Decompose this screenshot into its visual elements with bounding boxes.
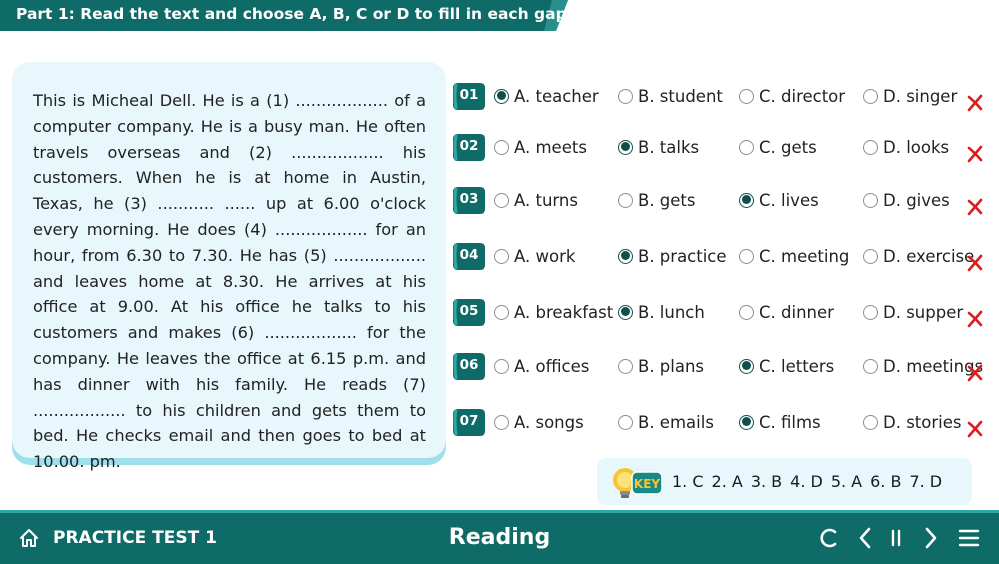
radio-button[interactable] [494,359,509,374]
x-mark-icon [966,198,984,216]
reload-icon[interactable] [816,525,840,551]
radio-button[interactable] [863,193,878,208]
answer-option[interactable] [618,137,699,157]
option-label: C. films [759,412,821,432]
x-mark-icon [966,94,984,112]
radio-button[interactable] [739,193,754,208]
pause-icon[interactable] [884,525,908,551]
option-label: C. director [759,86,846,106]
radio-button[interactable] [494,140,509,155]
answer-option[interactable] [739,412,821,432]
option-label: C. letters [759,356,835,376]
reading-passage [12,62,446,472]
radio-button[interactable] [739,249,754,264]
question-number-badge [452,133,486,162]
question-row [452,133,992,167]
answer-option[interactable] [618,190,696,210]
answer-option[interactable] [494,412,584,432]
answer-option[interactable] [739,137,817,157]
question-number: 03 [459,191,479,207]
question-row [452,186,992,220]
radio-button[interactable] [863,249,878,264]
option-label: A. meets [514,137,587,157]
answer-option[interactable] [739,302,834,322]
option-label: A. teacher [514,86,599,106]
answer-key-item: 7. D [909,472,943,491]
answer-option[interactable] [739,246,849,266]
bottom-toolbar [0,510,999,564]
question-row [452,82,992,116]
question-number: 04 [459,247,479,263]
answer-key-item: 6. B [870,472,902,491]
option-label: D. singer [883,86,958,106]
key-label: KEY [633,477,661,491]
answer-key-list [672,472,950,491]
practice-test-label[interactable]: PRACTICE TEST 1 [53,528,217,548]
question-number-badge [452,298,486,327]
radio-button[interactable] [494,305,509,320]
question-number-badge [452,408,486,437]
option-label: C. meeting [759,246,850,266]
radio-button[interactable] [739,359,754,374]
x-mark-icon [966,310,984,328]
radio-button[interactable] [863,140,878,155]
radio-button[interactable] [494,89,509,104]
radio-button[interactable] [863,359,878,374]
answer-key-item: 3. B [750,472,783,491]
chevron-right-icon[interactable] [918,525,942,551]
question-number-badge [452,186,486,215]
answer-option[interactable] [863,137,949,157]
x-mark-icon [966,254,984,272]
answer-key-item: 2. A [711,472,743,491]
option-label: D. exercise [883,246,975,266]
radio-button[interactable] [863,415,878,430]
instruction-text: Part 1: Read the text and choose A, B, C or D to fill in each gap. [16,5,573,23]
instruction-banner [0,0,573,31]
answer-option[interactable] [494,86,599,106]
radio-button[interactable] [618,140,633,155]
radio-button[interactable] [494,193,509,208]
question-number-badge [452,82,486,111]
radio-button[interactable] [494,249,509,264]
answer-option[interactable] [618,246,727,266]
radio-button[interactable] [739,415,754,430]
lightbulb-key-icon [605,462,663,502]
option-label: D. gives [883,190,950,210]
answer-option[interactable] [863,246,974,266]
question-number: 02 [459,138,479,154]
option-label: D. stories [883,412,962,432]
option-label: B. talks [638,137,700,157]
answer-option[interactable] [618,86,723,106]
radio-button[interactable] [618,193,633,208]
radio-button[interactable] [618,249,633,264]
answer-option[interactable] [494,302,613,322]
answer-option[interactable] [618,356,704,376]
option-label: A. songs [514,412,584,432]
option-label: B. practice [638,246,727,266]
question-row [452,352,992,386]
answer-option[interactable] [494,137,587,157]
x-mark-icon [966,364,984,382]
answer-option[interactable] [494,190,578,210]
answer-option[interactable] [863,86,957,106]
radio-button[interactable] [739,305,754,320]
radio-button[interactable] [618,89,633,104]
answer-key-item: 4. D [790,472,823,491]
x-mark-icon [966,145,984,163]
x-mark-icon [966,420,984,438]
answer-key-panel [597,458,972,505]
radio-button[interactable] [863,89,878,104]
option-label: A. breakfast [514,302,614,322]
option-label: A. turns [514,190,578,210]
answer-option[interactable] [494,356,589,376]
answer-key-item: 5. A [830,472,863,491]
answer-option[interactable] [863,190,950,210]
question-row [452,242,992,276]
option-label: A. offices [514,356,590,376]
question-number-badge [452,352,486,381]
option-label: C. lives [759,190,819,210]
question-number: 06 [459,357,479,373]
question-number: 07 [459,413,479,429]
option-label: B. student [638,86,723,106]
option-label: C. dinner [759,302,834,322]
answer-option[interactable] [863,302,963,322]
question-row [452,408,992,442]
option-label: C. gets [759,137,817,157]
option-label: D. supper [883,302,964,322]
section-title: Reading [448,525,551,550]
radio-button[interactable] [618,359,633,374]
answer-option[interactable] [618,412,714,432]
question-number: 05 [459,303,479,319]
radio-button[interactable] [863,305,878,320]
radio-button[interactable] [739,140,754,155]
option-label: B. gets [638,190,696,210]
answer-option[interactable] [494,246,575,266]
option-label: B. plans [638,356,705,376]
answer-option[interactable] [863,412,961,432]
passage-text: This is Micheal Dell. He is a (1) .................. of a computer company. He is a busy man. He often travels overseas and (2) .................. his customers. When he is at home in Austin, Texas, he (3) ........... ...... up at 6.00 o'clock every morning. He does (4) .................. for an hour, from 6.30 to 7.30. He has (5) .................. and leaves home at 8.30. He arrives at his office at 9.00. At his office he talks to his customers and makes (6) .................. for the company. He leaves the office at 6.15 p.m. and has dinner with his family. He reads (7) .................. to his children and gets them to bed. He checks email and then goes to bed at 10.00. pm. [33,91,426,472]
answer-option[interactable] [739,190,819,210]
question-number-badge [452,242,486,271]
radio-button[interactable] [494,415,509,430]
radio-button[interactable] [618,305,633,320]
question-number: 01 [459,87,479,103]
question-row [452,298,992,332]
option-label: B. lunch [638,302,705,322]
chevron-left-icon[interactable] [854,525,878,551]
answer-option[interactable] [618,302,705,322]
option-label: A. work [514,246,576,266]
radio-button[interactable] [618,415,633,430]
option-label: D. meetings [883,356,984,376]
option-label: B. emails [638,412,714,432]
answer-option[interactable] [739,86,845,106]
option-label: D. looks [883,137,950,157]
answer-key-item: 1. C [672,472,704,491]
hamburger-menu-icon[interactable] [957,525,981,551]
answer-option[interactable] [739,356,834,376]
radio-button[interactable] [739,89,754,104]
